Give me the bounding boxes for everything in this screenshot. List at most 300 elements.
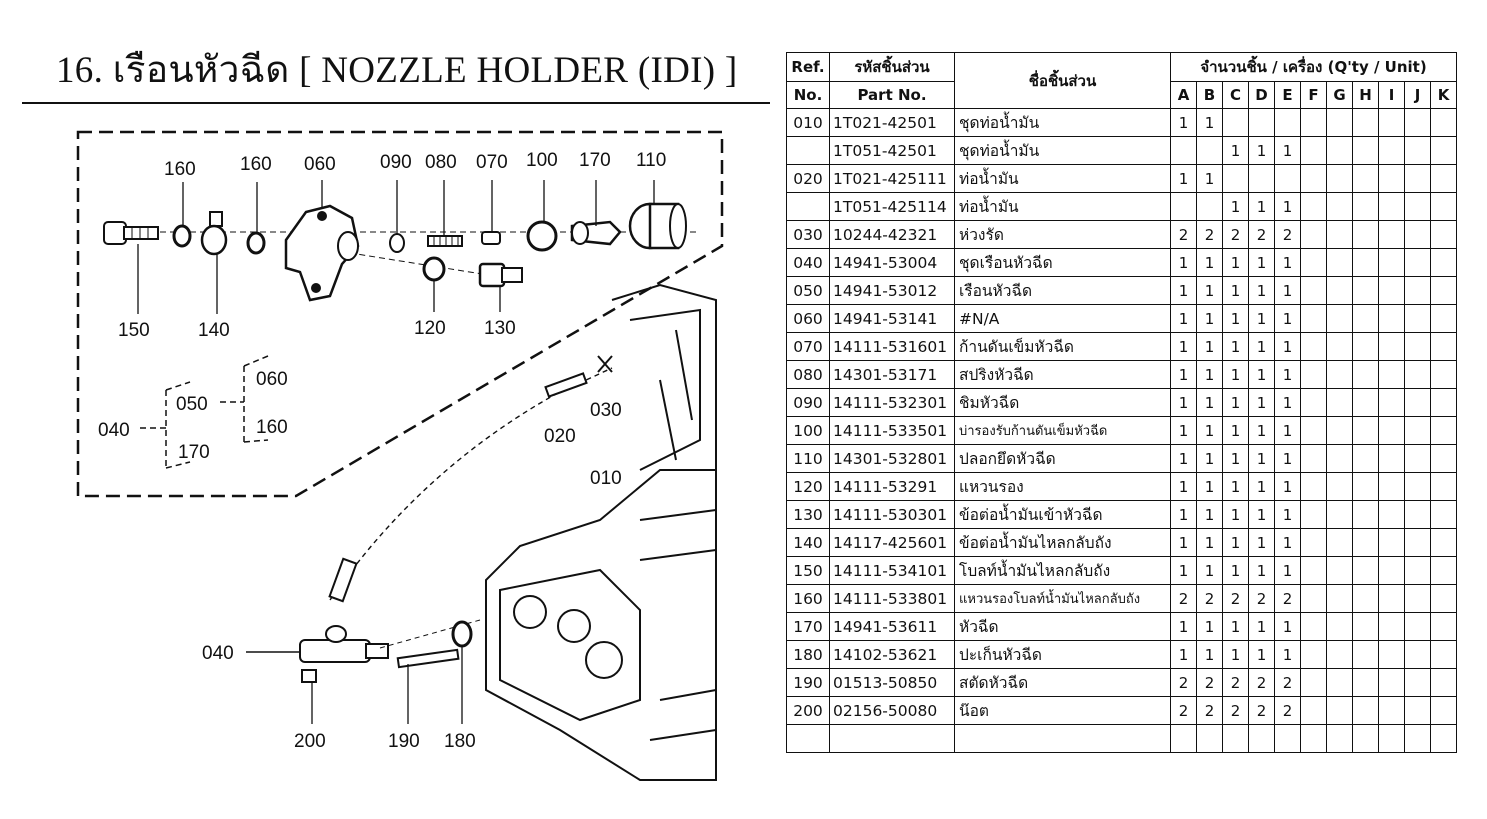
qty-cell xyxy=(1301,389,1327,417)
qty-cell xyxy=(1431,613,1457,641)
header-unit-i: I xyxy=(1379,82,1405,109)
qty-cell xyxy=(1353,501,1379,529)
installed-holder-shape xyxy=(300,626,388,662)
header-unit-e: E xyxy=(1275,82,1301,109)
qty-cell xyxy=(1353,613,1379,641)
callout-060-tree: 060 xyxy=(256,369,288,390)
qty-cell: 1 xyxy=(1197,165,1223,193)
qty-cell xyxy=(1405,389,1431,417)
part-name-cell: ท่อน้ำมัน xyxy=(955,165,1171,193)
qty-cell xyxy=(1301,193,1327,221)
qty-cell xyxy=(1405,305,1431,333)
qty-cell xyxy=(1171,193,1197,221)
qty-cell xyxy=(1379,305,1405,333)
qty-cell xyxy=(1327,445,1353,473)
qty-cell xyxy=(1431,417,1457,445)
qty-cell xyxy=(1197,137,1223,165)
qty-cell: 1 xyxy=(1275,305,1301,333)
qty-cell xyxy=(1353,221,1379,249)
ref-no-cell: 080 xyxy=(787,361,830,389)
part-no-cell: 14111-530301 xyxy=(830,501,955,529)
qty-cell: 1 xyxy=(1223,501,1249,529)
empty-cell xyxy=(1405,725,1431,753)
header-part-name: ชื่อชิ้นส่วน xyxy=(955,53,1171,109)
qty-cell: 1 xyxy=(1223,389,1249,417)
callout-150: 150 xyxy=(118,320,150,341)
empty-cell xyxy=(1275,725,1301,753)
callout-200: 200 xyxy=(294,731,326,752)
exploded-view-border xyxy=(78,132,722,496)
qty-cell xyxy=(1301,109,1327,137)
qty-cell: 1 xyxy=(1171,333,1197,361)
table-row xyxy=(787,109,1457,137)
qty-cell xyxy=(1353,165,1379,193)
qty-cell: 1 xyxy=(1275,529,1301,557)
qty-cell xyxy=(1197,193,1223,221)
part-060-holder-shape xyxy=(286,206,358,300)
qty-cell xyxy=(1223,165,1249,193)
qty-cell: 1 xyxy=(1249,193,1275,221)
qty-cell xyxy=(1353,669,1379,697)
header-unit-a: A xyxy=(1171,82,1197,109)
qty-cell xyxy=(1301,417,1327,445)
qty-cell xyxy=(1431,333,1457,361)
callout-130: 130 xyxy=(484,318,516,339)
qty-cell xyxy=(1379,529,1405,557)
qty-cell xyxy=(1379,333,1405,361)
qty-cell xyxy=(1301,249,1327,277)
qty-cell: 1 xyxy=(1275,137,1301,165)
callout-160-right: 160 xyxy=(240,154,272,175)
qty-cell xyxy=(1327,193,1353,221)
table-row xyxy=(787,585,1457,613)
qty-cell: 1 xyxy=(1197,417,1223,445)
ref-no-cell: 110 xyxy=(787,445,830,473)
qty-cell xyxy=(1405,109,1431,137)
qty-cell: 1 xyxy=(1249,305,1275,333)
qty-cell: 1 xyxy=(1171,641,1197,669)
table-row xyxy=(787,445,1457,473)
qty-cell: 1 xyxy=(1249,333,1275,361)
qty-cell: 1 xyxy=(1197,389,1223,417)
qty-cell: 1 xyxy=(1197,613,1223,641)
qty-cell: 2 xyxy=(1249,221,1275,249)
qty-cell: 1 xyxy=(1249,529,1275,557)
part-no-cell: 14102-53621 xyxy=(830,641,955,669)
ref-no-cell: 050 xyxy=(787,277,830,305)
qty-cell: 1 xyxy=(1223,305,1249,333)
qty-cell xyxy=(1431,109,1457,137)
part-no-cell: 14111-531601 xyxy=(830,333,955,361)
qty-cell: 2 xyxy=(1171,221,1197,249)
callout-020: 020 xyxy=(544,426,576,447)
ref-no-cell: 200 xyxy=(787,697,830,725)
qty-cell xyxy=(1405,501,1431,529)
qty-cell: 1 xyxy=(1171,473,1197,501)
qty-cell xyxy=(1301,445,1327,473)
qty-cell xyxy=(1405,473,1431,501)
qty-cell: 2 xyxy=(1197,697,1223,725)
part-name-cell: ข้อต่อน้ำมันเข้าหัวฉีด xyxy=(955,501,1171,529)
header-part-line1: รหัสชิ้นส่วน xyxy=(830,53,955,82)
callout-120: 120 xyxy=(414,318,446,339)
qty-cell xyxy=(1379,697,1405,725)
ref-no-cell: 030 xyxy=(787,221,830,249)
qty-cell: 1 xyxy=(1171,277,1197,305)
qty-cell: 1 xyxy=(1197,473,1223,501)
table-row xyxy=(787,473,1457,501)
part-080-spring-shape xyxy=(428,236,462,246)
qty-cell xyxy=(1379,417,1405,445)
empty-cell xyxy=(1379,725,1405,753)
part-090-shim xyxy=(390,234,404,252)
qty-cell xyxy=(1275,165,1301,193)
qty-cell xyxy=(1327,305,1353,333)
qty-cell: 2 xyxy=(1275,697,1301,725)
qty-cell xyxy=(1353,529,1379,557)
qty-cell: 1 xyxy=(1275,613,1301,641)
qty-cell xyxy=(1379,641,1405,669)
part-name-cell: ปลอกยึดหัวฉีด xyxy=(955,445,1171,473)
ref-no-cell: 090 xyxy=(787,389,830,417)
table-row xyxy=(787,305,1457,333)
qty-cell xyxy=(1327,641,1353,669)
qty-cell: 2 xyxy=(1223,669,1249,697)
table-row xyxy=(787,641,1457,669)
callout-070: 070 xyxy=(476,152,508,173)
callout-170: 170 xyxy=(579,150,611,171)
callout-190: 190 xyxy=(388,731,420,752)
header-unit-k: K xyxy=(1431,82,1457,109)
qty-cell xyxy=(1327,361,1353,389)
qty-cell: 2 xyxy=(1223,697,1249,725)
part-120-washer xyxy=(424,258,444,280)
part-130-fitting-shape xyxy=(480,264,522,286)
qty-cell xyxy=(1353,193,1379,221)
part-name-cell: ข้อต่อน้ำมันไหลกลับถัง xyxy=(955,529,1171,557)
qty-cell xyxy=(1249,165,1275,193)
qty-cell: 1 xyxy=(1171,445,1197,473)
qty-cell: 2 xyxy=(1171,697,1197,725)
part-no-cell: 1T051-42501 xyxy=(830,137,955,165)
qty-cell xyxy=(1301,557,1327,585)
part-name-cell: สปริงหัวฉีด xyxy=(955,361,1171,389)
qty-cell xyxy=(1405,557,1431,585)
qty-cell xyxy=(1405,445,1431,473)
part-name-cell: ชิมหัวฉีด xyxy=(955,389,1171,417)
part-name-cell: โบลท์น้ำมันไหลกลับถัง xyxy=(955,557,1171,585)
part-no-cell: 14301-53171 xyxy=(830,361,955,389)
part-name-cell: ห่วงรัด xyxy=(955,221,1171,249)
qty-cell xyxy=(1301,697,1327,725)
qty-cell: 1 xyxy=(1275,193,1301,221)
part-no-cell: 14941-53012 xyxy=(830,277,955,305)
qty-cell xyxy=(1379,473,1405,501)
part-name-cell: บ่ารองรับก้านดันเข็มหัวฉีด xyxy=(955,417,1171,445)
fuel-pipe-shape xyxy=(330,356,612,601)
qty-cell xyxy=(1301,669,1327,697)
qty-cell: 2 xyxy=(1197,585,1223,613)
qty-cell xyxy=(1379,165,1405,193)
qty-cell xyxy=(1405,193,1431,221)
qty-cell: 1 xyxy=(1249,417,1275,445)
qty-cell: 1 xyxy=(1223,473,1249,501)
part-no-cell: 10244-42321 xyxy=(830,221,955,249)
qty-cell xyxy=(1353,249,1379,277)
callout-170-tree: 170 xyxy=(178,442,210,463)
qty-cell xyxy=(1379,669,1405,697)
qty-cell: 1 xyxy=(1249,277,1275,305)
qty-cell xyxy=(1327,697,1353,725)
header-unit-g: G xyxy=(1327,82,1353,109)
qty-cell: 1 xyxy=(1275,641,1301,669)
qty-cell xyxy=(1301,333,1327,361)
qty-cell xyxy=(1301,305,1327,333)
qty-cell xyxy=(1379,585,1405,613)
part-no-cell: 14111-533801 xyxy=(830,585,955,613)
qty-cell xyxy=(1431,501,1457,529)
qty-cell xyxy=(1379,249,1405,277)
part-no-cell: 01513-50850 xyxy=(830,669,955,697)
nut-200-shape xyxy=(302,670,316,682)
qty-cell: 1 xyxy=(1171,249,1197,277)
parts-table xyxy=(786,52,1457,753)
qty-cell: 1 xyxy=(1223,249,1249,277)
qty-cell: 1 xyxy=(1197,557,1223,585)
gasket-180-shape xyxy=(453,622,471,646)
callout-050: 050 xyxy=(176,394,208,415)
qty-cell: 1 xyxy=(1171,305,1197,333)
qty-cell xyxy=(1379,221,1405,249)
qty-cell xyxy=(1431,305,1457,333)
qty-cell xyxy=(1431,557,1457,585)
qty-cell xyxy=(1353,305,1379,333)
table-row xyxy=(787,165,1457,193)
qty-cell: 1 xyxy=(1275,557,1301,585)
qty-cell: 2 xyxy=(1249,585,1275,613)
qty-cell: 1 xyxy=(1197,361,1223,389)
qty-cell: 1 xyxy=(1223,333,1249,361)
qty-cell xyxy=(1353,417,1379,445)
table-row-empty xyxy=(787,725,1457,753)
callout-180: 180 xyxy=(444,731,476,752)
part-070-pushrod-shape xyxy=(482,232,500,244)
qty-cell xyxy=(1379,389,1405,417)
empty-cell xyxy=(1431,725,1457,753)
empty-cell xyxy=(1171,725,1197,753)
qty-cell: 2 xyxy=(1275,221,1301,249)
qty-cell xyxy=(1431,585,1457,613)
qty-cell: 1 xyxy=(1171,165,1197,193)
qty-cell xyxy=(1431,221,1457,249)
header-unit-b: B xyxy=(1197,82,1223,109)
qty-cell xyxy=(1223,109,1249,137)
part-no-cell: 14111-532301 xyxy=(830,389,955,417)
qty-cell: 1 xyxy=(1249,557,1275,585)
qty-cell xyxy=(1353,585,1379,613)
qty-cell: 1 xyxy=(1171,501,1197,529)
part-no-cell: 14301-532801 xyxy=(830,445,955,473)
qty-cell: 2 xyxy=(1171,585,1197,613)
empty-cell xyxy=(830,725,955,753)
part-no-cell: 14941-53611 xyxy=(830,613,955,641)
empty-cell xyxy=(1249,725,1275,753)
qty-cell xyxy=(1301,361,1327,389)
qty-cell xyxy=(1327,473,1353,501)
qty-cell xyxy=(1275,109,1301,137)
qty-cell xyxy=(1379,557,1405,585)
qty-cell: 2 xyxy=(1197,221,1223,249)
qty-cell xyxy=(1431,473,1457,501)
qty-cell: 1 xyxy=(1275,277,1301,305)
qty-cell: 1 xyxy=(1223,193,1249,221)
qty-cell xyxy=(1405,585,1431,613)
qty-cell xyxy=(1405,221,1431,249)
part-name-cell: ก้านดันเข็มหัวฉีด xyxy=(955,333,1171,361)
qty-cell: 1 xyxy=(1249,249,1275,277)
ref-no-cell: 020 xyxy=(787,165,830,193)
qty-cell xyxy=(1405,137,1431,165)
qty-cell xyxy=(1353,109,1379,137)
part-name-cell: หัวฉีด xyxy=(955,613,1171,641)
qty-cell xyxy=(1379,109,1405,137)
qty-cell: 1 xyxy=(1197,529,1223,557)
qty-cell: 1 xyxy=(1223,277,1249,305)
qty-cell xyxy=(1405,277,1431,305)
header-part-line2: Part No. xyxy=(830,82,955,109)
qty-cell: 1 xyxy=(1223,137,1249,165)
qty-cell xyxy=(1405,529,1431,557)
part-no-cell: 14941-53004 xyxy=(830,249,955,277)
qty-cell xyxy=(1405,249,1431,277)
part-140-fitting-shape xyxy=(202,212,226,254)
table-row xyxy=(787,361,1457,389)
part-name-cell: ชุดท่อน้ำมัน xyxy=(955,137,1171,165)
part-name-cell: แหวนรอง xyxy=(955,473,1171,501)
qty-cell xyxy=(1379,193,1405,221)
part-no-cell: 1T021-425111 xyxy=(830,165,955,193)
qty-cell xyxy=(1327,389,1353,417)
qty-cell xyxy=(1301,277,1327,305)
qty-cell: 1 xyxy=(1223,613,1249,641)
part-name-cell: สตัดหัวฉีด xyxy=(955,669,1171,697)
callout-040-installed: 040 xyxy=(202,643,234,664)
callout-060: 060 xyxy=(304,154,336,175)
table-row xyxy=(787,137,1457,165)
qty-cell xyxy=(1405,641,1431,669)
qty-cell: 2 xyxy=(1223,221,1249,249)
qty-cell: 2 xyxy=(1249,697,1275,725)
qty-cell xyxy=(1405,613,1431,641)
ref-no-cell: 100 xyxy=(787,417,830,445)
table-row xyxy=(787,669,1457,697)
qty-cell xyxy=(1301,585,1327,613)
qty-cell xyxy=(1327,557,1353,585)
qty-cell xyxy=(1431,137,1457,165)
callout-160-left: 160 xyxy=(164,159,196,180)
part-no-cell: 1T051-425114 xyxy=(830,193,955,221)
qty-cell: 1 xyxy=(1171,109,1197,137)
header-qty-per-unit: จำนวนชิ้น / เครื่อง (Q'ty / Unit) xyxy=(1171,53,1457,82)
qty-cell xyxy=(1379,613,1405,641)
callout-040-tree: 040 xyxy=(98,420,130,441)
qty-cell xyxy=(1301,137,1327,165)
qty-cell xyxy=(1353,333,1379,361)
qty-cell: 2 xyxy=(1275,585,1301,613)
qty-cell xyxy=(1353,445,1379,473)
qty-cell xyxy=(1301,221,1327,249)
qty-cell xyxy=(1379,277,1405,305)
qty-cell: 1 xyxy=(1249,613,1275,641)
qty-cell xyxy=(1327,585,1353,613)
table-row xyxy=(787,557,1457,585)
qty-cell xyxy=(1431,641,1457,669)
table-row xyxy=(787,277,1457,305)
part-160-washer-a xyxy=(174,226,190,246)
qty-cell xyxy=(1431,165,1457,193)
ref-no-cell: 130 xyxy=(787,501,830,529)
qty-cell xyxy=(1431,529,1457,557)
part-no-cell: 14941-53141 xyxy=(830,305,955,333)
table-row xyxy=(787,613,1457,641)
qty-cell: 1 xyxy=(1223,641,1249,669)
part-name-cell: #N/A xyxy=(955,305,1171,333)
qty-cell xyxy=(1327,221,1353,249)
callout-030: 030 xyxy=(590,400,622,421)
part-no-cell: 14111-533501 xyxy=(830,417,955,445)
qty-cell: 2 xyxy=(1223,585,1249,613)
qty-cell: 1 xyxy=(1197,445,1223,473)
qty-cell: 2 xyxy=(1171,669,1197,697)
qty-cell xyxy=(1301,641,1327,669)
qty-cell: 1 xyxy=(1249,137,1275,165)
qty-cell: 1 xyxy=(1249,389,1275,417)
part-no-cell: 02156-50080 xyxy=(830,697,955,725)
qty-cell xyxy=(1327,249,1353,277)
qty-cell xyxy=(1353,697,1379,725)
qty-cell: 1 xyxy=(1223,417,1249,445)
empty-cell xyxy=(1327,725,1353,753)
qty-cell: 1 xyxy=(1223,361,1249,389)
qty-cell xyxy=(1405,417,1431,445)
qty-cell: 1 xyxy=(1197,109,1223,137)
qty-cell: 1 xyxy=(1275,333,1301,361)
qty-cell xyxy=(1431,249,1457,277)
qty-cell xyxy=(1327,277,1353,305)
part-150-bolt-shape xyxy=(104,222,158,244)
part-name-cell: ชุดท่อน้ำมัน xyxy=(955,109,1171,137)
qty-cell xyxy=(1327,417,1353,445)
header-unit-d: D xyxy=(1249,82,1275,109)
qty-cell xyxy=(1353,473,1379,501)
qty-cell xyxy=(1405,165,1431,193)
qty-cell: 1 xyxy=(1171,613,1197,641)
table-row xyxy=(787,193,1457,221)
empty-cell xyxy=(955,725,1171,753)
qty-cell xyxy=(1431,445,1457,473)
qty-cell xyxy=(1353,641,1379,669)
header-unit-j: J xyxy=(1405,82,1431,109)
qty-cell: 1 xyxy=(1275,501,1301,529)
qty-cell xyxy=(1379,445,1405,473)
qty-cell: 1 xyxy=(1171,557,1197,585)
table-row xyxy=(787,389,1457,417)
ref-no-cell: 190 xyxy=(787,669,830,697)
qty-cell: 1 xyxy=(1171,417,1197,445)
qty-cell: 1 xyxy=(1249,641,1275,669)
qty-cell xyxy=(1379,361,1405,389)
ref-no-cell: 070 xyxy=(787,333,830,361)
